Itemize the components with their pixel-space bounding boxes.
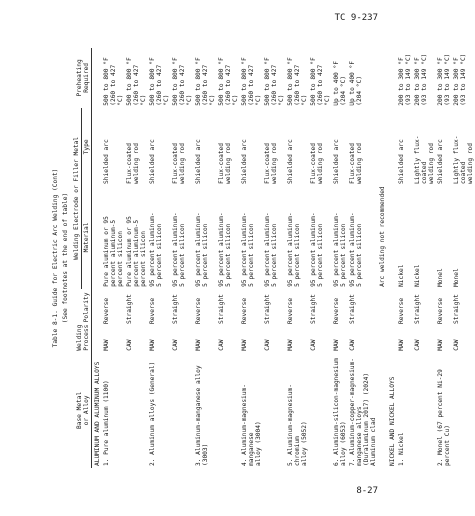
cell-material: 95 percent aluminum- 5 percent silicon: [241, 212, 255, 287]
cell-type: Lightly flux- coated welding rod: [414, 135, 435, 184]
cell-process: [378, 326, 387, 353]
cell-polarity: Reverse: [333, 297, 340, 324]
cell-preheat: 500 to 800 °F (260 to 427 °C): [149, 57, 170, 106]
cell-polarity: Straight: [310, 294, 317, 324]
table-row: [452, 48, 475, 468]
cell-preheat: 500 to 800 °F (260 to 427 °C): [218, 57, 239, 106]
cell-type: Lightly flux- coated welding rod: [453, 135, 474, 184]
cell-preheat: 500 to 800 °F (260 to 427 °C): [195, 57, 216, 106]
cell-process: MAW: [241, 339, 248, 351]
section-title: ALUMINUM AND ALUMINUM ALLOYS: [94, 361, 101, 466]
cell-process: MAW: [398, 339, 405, 351]
cell-base: [413, 353, 436, 468]
table-body: [92, 48, 475, 468]
header-base-metal: Base Metal or Alloy: [72, 353, 92, 468]
cell-type: Shielded arc: [195, 139, 202, 184]
cell-polarity: Reverse: [398, 297, 405, 324]
table-row: [309, 48, 332, 468]
cell-preheat: Up to 400 °F (204 °C): [349, 61, 363, 106]
cell-material: 95 percent aluminum- 5 percent silicon: [218, 212, 232, 287]
cell-preheat: 500 to 800 °F (260 to 427 °C): [241, 57, 262, 106]
cell-preheat: 500 to 800 °F (260 to 427 °C): [103, 57, 124, 106]
header-electrode-group: Welding Electrode or Filler Metal: [72, 108, 82, 289]
cell-type: Flux-coated welding rod: [310, 143, 324, 184]
cell-process: MAW: [333, 339, 340, 351]
cell-type: Shielded arc: [437, 139, 444, 184]
cell-material: 95 percent aluminum- 5 percent silicon: [287, 212, 301, 287]
cell-process: MAW: [103, 339, 110, 351]
cell-material: 95 percent aluminum- 5 percent silicon: [195, 212, 209, 287]
cell-preheat: 200 to 300 °F (93 to 149 °C): [398, 53, 412, 106]
table-row: [171, 48, 194, 468]
cell-process: MAW: [437, 339, 444, 351]
cell-base: [309, 353, 332, 468]
cell-process: MAW: [149, 339, 156, 351]
table-row: [413, 48, 436, 468]
section-title: NICKEL AND NICKEL ALLOYS: [389, 376, 396, 466]
cell-base: 1. Nickel: [398, 432, 405, 466]
header-process: Welding Process: [72, 326, 92, 353]
cell-process: CAW: [172, 339, 179, 351]
cell-material: 95 percent aluminum- 5 percent silicon: [310, 212, 324, 287]
header-material: Material: [82, 186, 92, 289]
cell-process: CAW: [453, 339, 460, 351]
cell-base: [171, 353, 194, 468]
cell-process: CAW: [414, 339, 421, 351]
table-row: [348, 48, 378, 468]
cell-type: Flux-coated welding rod: [172, 143, 186, 184]
table-row: [378, 48, 387, 468]
cell-material: 95 percent aluminum- 5 percent silicon: [149, 212, 163, 287]
cell-material: 95 percent aluminum- 5 percent silicon: [333, 212, 347, 287]
cell-preheat: 500 to 800 °F (260 to 427 °C): [287, 57, 308, 106]
cell-polarity: Reverse: [149, 297, 156, 324]
cell-polarity: Straight: [218, 294, 225, 324]
header-type: Type: [82, 108, 92, 186]
cell-preheat: 200 to 300 °F (93 to 149 °C): [437, 53, 451, 106]
rotated-table-page: [52, 48, 474, 468]
page-number: 8-27: [356, 486, 378, 496]
cell-polarity: Reverse: [287, 297, 294, 324]
table-caption: Table 8-1. Guide for Electric Arc Welding (Cont): [52, 168, 59, 348]
cell-material: Nickel: [414, 264, 421, 287]
cell-base: 3. Aluminum-manganese alloy (3003): [195, 365, 209, 466]
cell-base: 4. Aluminum-magnesium-manganese alloy (3004): [241, 384, 262, 466]
cell-base: [452, 353, 475, 468]
cell-base: 1. Pure aluminum (1100): [103, 380, 110, 466]
cell-polarity: Straight: [264, 294, 271, 324]
cell-preheat: 500 to 800 °F (260 to 427 °C): [172, 57, 193, 106]
cell-type: Shielded arc: [333, 139, 340, 184]
cell-material: 95 percent aluminum- 5 percent silicon: [349, 212, 363, 287]
table-row: [240, 48, 263, 468]
cell-preheat: 500 to 800 °F (260 to 427 °C): [264, 57, 285, 106]
cell-polarity: Reverse: [437, 297, 444, 324]
cell-type: Flux-coated welding rod: [264, 143, 278, 184]
cell-material: Nickel: [398, 264, 405, 287]
cell-preheat: Up to 400 °F (204 °C): [333, 61, 347, 106]
table-subcaption: (See footnotes at the end of table): [62, 192, 69, 324]
cell-type: Flux-coated welding rod: [126, 143, 140, 184]
cell-base: 2. Aluminum alloys (General): [149, 361, 156, 466]
section-header-row: [387, 48, 397, 468]
cell-base: [378, 353, 387, 468]
table-row: [217, 48, 240, 468]
table-row: [332, 48, 348, 468]
cell-preheat: 200 to 300 °F (93 to 149 °C): [414, 53, 428, 106]
cell-material: Monel: [437, 268, 444, 287]
cell-material: 95 percent aluminum- 5 percent silicon: [172, 212, 186, 287]
cell-base: [217, 353, 240, 468]
table-row: [263, 48, 286, 468]
cell-base: 7. Aluminum-copper-magnesium- manganese alloys (Duraluminum 2017) (2024) Aluminum clad: [349, 357, 377, 466]
cell-process: CAW: [310, 339, 317, 351]
cell-material: Pure aluminum or 95 percent aluminum-5 percent silicon: [126, 216, 147, 287]
cell-process: CAW: [349, 339, 356, 351]
cell-process: MAW: [287, 339, 294, 351]
cell-polarity: Straight: [172, 294, 179, 324]
cell-material: 95 percent aluminum- 5 percent silicon: [264, 212, 278, 287]
header-polarity: Polarity: [72, 289, 92, 326]
table-row: [397, 48, 413, 468]
cell-type: Shielded arc: [241, 139, 248, 184]
document-number: TC 9-237: [334, 13, 378, 23]
cell-polarity: [378, 289, 387, 326]
cell-type: Shielded arc: [398, 139, 405, 184]
cell-base: 5. Aluminum-magnesium-chromium alloy (5052): [287, 384, 308, 466]
cell-polarity: Reverse: [195, 297, 202, 324]
cell-polarity: Straight: [126, 294, 133, 324]
cell-process: CAW: [218, 339, 225, 351]
cell-type: Shielded arc: [149, 139, 156, 184]
cell-type: Flux-coated welding rod: [218, 143, 232, 184]
cell-base: 6. Aluminum-silicon-magnesium alloy (6053): [333, 357, 347, 466]
cell-polarity: Reverse: [241, 297, 248, 324]
cell-base: [125, 353, 148, 468]
cell-material: Arc welding not recommended: [379, 186, 386, 287]
cell-type: Shielded arc: [287, 139, 294, 184]
cell-base: 2. Monel (67 percent Ni-29 percent Cu): [437, 369, 451, 466]
cell-type: Shielded arc: [103, 139, 110, 184]
cell-polarity: Straight: [414, 294, 421, 324]
cell-process: CAW: [126, 339, 133, 351]
cell-process: CAW: [264, 339, 271, 351]
table-row: [125, 48, 148, 468]
cell-material: Monel: [453, 268, 460, 287]
cell-process: MAW: [195, 339, 202, 351]
cell-preheat: 500 to 800 °F (260 to 427 °C): [310, 57, 331, 106]
cell-polarity: Straight: [453, 294, 460, 324]
table-row: [102, 48, 125, 468]
cell-polarity: Reverse: [103, 297, 110, 324]
cell-base: [263, 353, 286, 468]
header-preheating: Preheating Required: [72, 48, 92, 108]
table-row: [194, 48, 217, 468]
cell-preheat: 500 to 800 °F (260 to 427 °C): [126, 57, 147, 106]
table-row: [286, 48, 309, 468]
section-header-row: [92, 48, 103, 468]
table-row: [148, 48, 171, 468]
cell-type: Flux-coated welding rod: [349, 143, 363, 184]
welding-guide-table: [72, 48, 475, 468]
cell-preheat: 200 to 300 °F (93 to 149 °C): [453, 53, 467, 106]
cell-material: Pure aluminum or 95 percent aluminum-5 percent silicon: [103, 216, 124, 287]
table-row: [436, 48, 452, 468]
cell-polarity: Straight: [349, 294, 356, 324]
